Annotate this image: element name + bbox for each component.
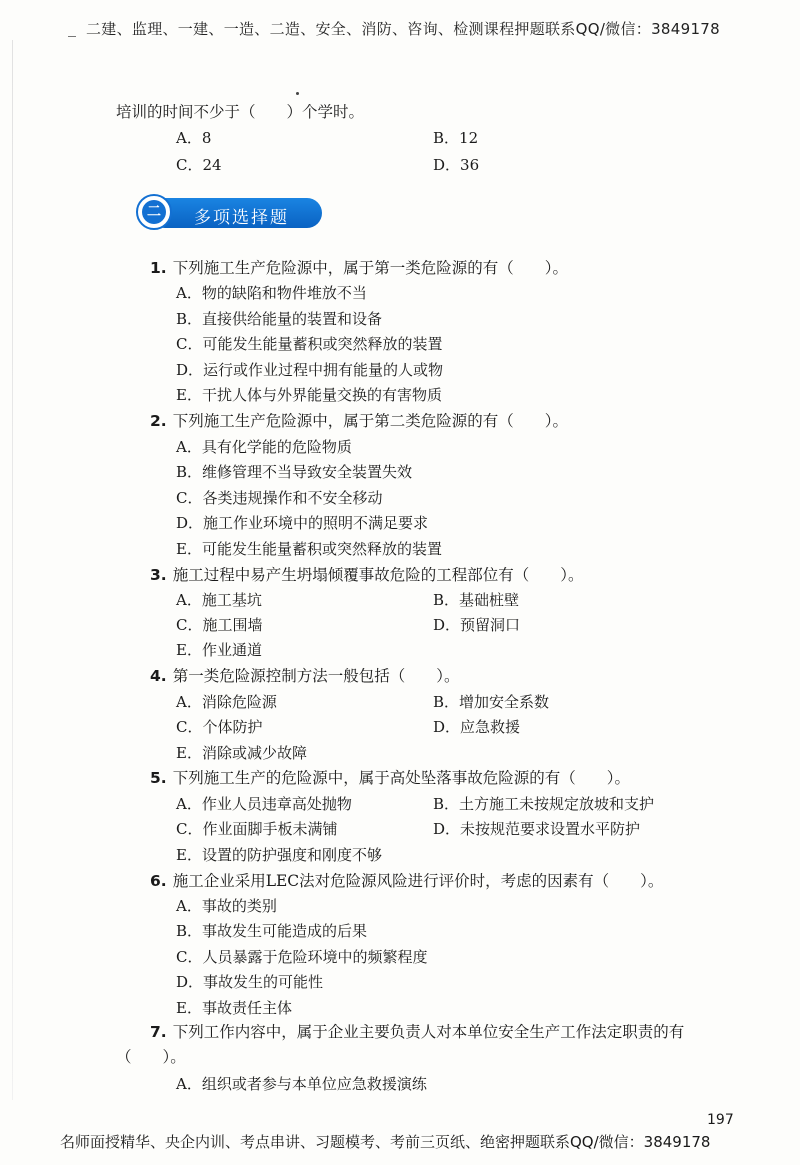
question-number: 5. bbox=[150, 769, 167, 787]
q6-option-c: C．人员暴露于危险环境中的频繁程度 bbox=[176, 948, 428, 966]
question-text: 下列施工生产的危险源中，属于高处坠落事故危险源的有（ ）。 bbox=[172, 769, 630, 787]
intro-option-a: A．8 bbox=[176, 129, 212, 147]
page-number: 197 bbox=[707, 1112, 734, 1128]
top-banner bbox=[0, 0, 800, 48]
question-number: 3. bbox=[150, 566, 167, 584]
page-edge-shadow bbox=[12, 40, 13, 1100]
q3-option-a: A．施工基坑 bbox=[176, 591, 262, 609]
question-3 bbox=[150, 565, 583, 585]
question-number: 1. bbox=[150, 259, 167, 277]
q2-option-b: B．维修管理不当导致安全装置失效 bbox=[176, 463, 413, 481]
question-text: 第一类危险源控制方法一般包括（ ）。 bbox=[172, 667, 460, 685]
question-7-continuation: （ ）。 bbox=[116, 1048, 186, 1066]
q6-option-b: B．事故发生可能造成的后果 bbox=[176, 922, 368, 940]
section-title: 多项选择题 bbox=[194, 208, 289, 228]
intro-option-b: B．12 bbox=[433, 129, 479, 147]
top-banner-text: 二建、监理、一建、一造、二造、安全、消防、咨询、检测课程押题联系QQ/微信：3849178 bbox=[86, 20, 720, 38]
question-text: 下列工作内容中，属于企业主要负责人对本单位安全生产工作法定职责的有 bbox=[172, 1023, 685, 1041]
q4-option-d: D．应急救援 bbox=[433, 718, 521, 736]
intro-option-d: D．36 bbox=[433, 156, 480, 174]
question-number: 4. bbox=[150, 667, 167, 685]
question-text: 下列施工生产危险源中，属于第二类危险源的有（ ）。 bbox=[172, 412, 568, 430]
footer-banner: 名师面授精华、央企内训、考点串讲、习题模考、考前三页纸、绝密押题联系QQ/微信：3849178 bbox=[60, 1133, 711, 1151]
question-6 bbox=[150, 871, 663, 891]
q4-option-c: C．个体防护 bbox=[176, 718, 263, 736]
question-1 bbox=[150, 258, 568, 278]
q1-option-e: E．干扰人体与外界能量交换的有害物质 bbox=[176, 386, 442, 404]
question-number: 6. bbox=[150, 872, 167, 890]
section-badge bbox=[136, 194, 172, 230]
q6-option-d: D．事故发生的可能性 bbox=[176, 973, 324, 991]
q2-option-d: D．施工作业环境中的照明不满足要求 bbox=[176, 514, 429, 532]
q6-option-e: E．事故责任主体 bbox=[176, 999, 292, 1017]
q7-option-a: A．组织或者参与本单位应急救援演练 bbox=[176, 1075, 427, 1093]
q6-option-a: A．事故的类别 bbox=[176, 897, 277, 915]
q3-option-c: C．施工围墙 bbox=[176, 616, 263, 634]
q3-option-e: E．作业通道 bbox=[176, 641, 262, 659]
section-header bbox=[136, 194, 324, 232]
q4-option-b: B．增加安全系数 bbox=[433, 693, 550, 711]
intro-stem: 培训的时间不少于（ ）个学时。 bbox=[116, 103, 365, 121]
q4-option-a: A．消除危险源 bbox=[176, 693, 277, 711]
question-text: 下列施工生产危险源中，属于第一类危险源的有（ ）。 bbox=[172, 259, 568, 277]
q5-option-d: D．未按规范要求设置水平防护 bbox=[433, 820, 641, 838]
q2-option-e: E．可能发生能量蓄积或突然释放的装置 bbox=[176, 540, 442, 558]
question-number: 2. bbox=[150, 412, 167, 430]
q1-option-d: D．运行或作业过程中拥有能量的人或物 bbox=[176, 361, 444, 379]
q5-option-a: A．作业人员违章高处抛物 bbox=[176, 795, 352, 813]
section-badge-text: 二 bbox=[142, 200, 166, 224]
question-4 bbox=[150, 666, 459, 686]
question-text: 施工过程中易产生坍塌倾覆事故危险的工程部位有（ ）。 bbox=[172, 566, 584, 584]
question-number: 7. bbox=[150, 1023, 167, 1041]
q2-option-c: C．各类违规操作和不安全移动 bbox=[176, 489, 383, 507]
question-text: 施工企业采用LEC法对危险源风险进行评价时，考虑的因素有（ ）。 bbox=[172, 872, 664, 890]
intro-option-c: C．24 bbox=[176, 156, 222, 174]
q1-option-b: B．直接供给能量的装置和设备 bbox=[176, 310, 383, 328]
q1-option-c: C．可能发生能量蓄积或突然释放的装置 bbox=[176, 335, 443, 353]
q2-option-a: A．具有化学能的危险物质 bbox=[176, 438, 352, 456]
q5-option-b: B．土方施工未按规定放坡和支护 bbox=[433, 795, 655, 813]
q3-option-b: B．基础桩壁 bbox=[433, 591, 520, 609]
question-7 bbox=[150, 1022, 684, 1042]
q3-option-d: D．预留洞口 bbox=[433, 616, 521, 634]
q5-option-e: E．设置的防护强度和刚度不够 bbox=[176, 846, 382, 864]
margin-mark bbox=[68, 36, 76, 37]
question-5 bbox=[150, 768, 630, 788]
q5-option-c: C．作业面脚手板未满铺 bbox=[176, 820, 338, 838]
q1-option-a: A．物的缺陷和物件堆放不当 bbox=[176, 284, 367, 302]
print-speck bbox=[296, 92, 299, 95]
question-2 bbox=[150, 411, 568, 431]
q4-option-e: E．消除或减少故障 bbox=[176, 744, 307, 762]
